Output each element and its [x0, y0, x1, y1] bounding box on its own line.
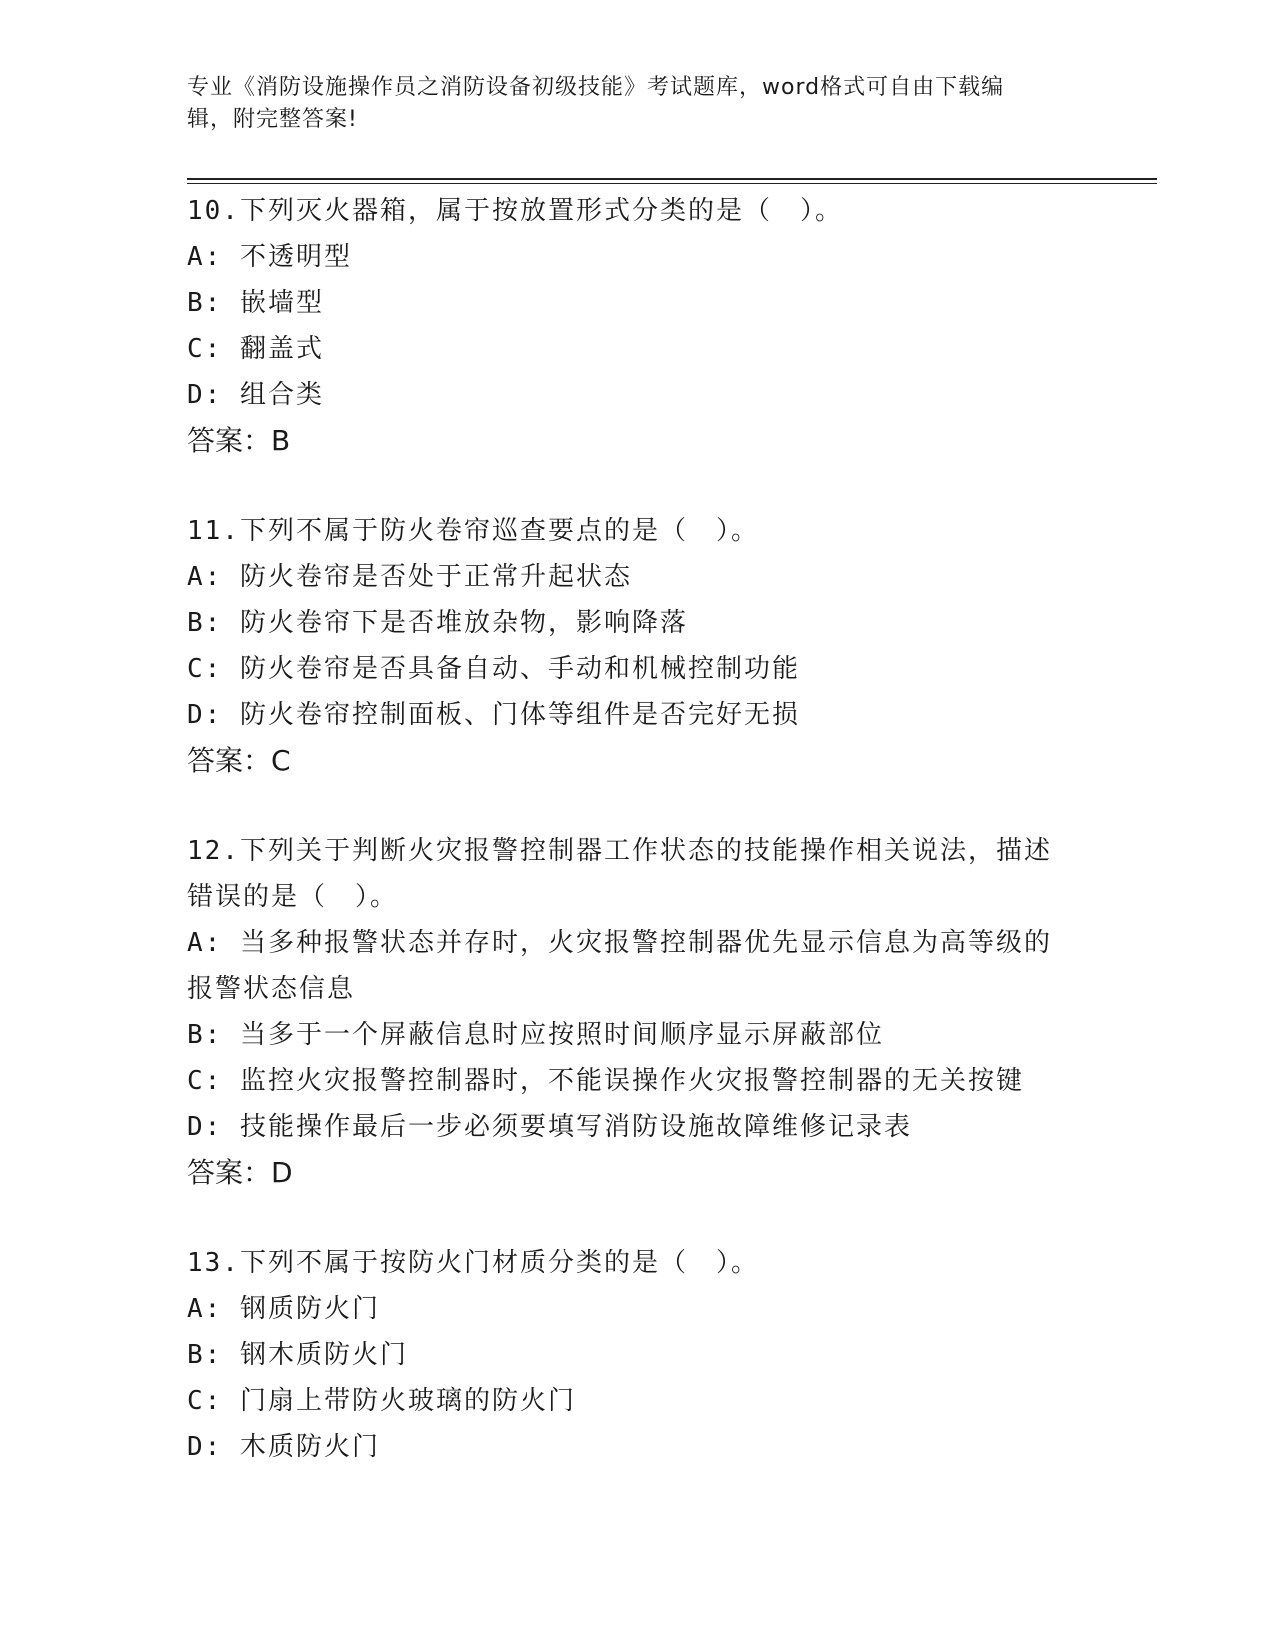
option-b: B: 当多于一个屏蔽信息时应按照时间顺序显示屏蔽部位: [187, 1020, 884, 1050]
option-a-continued: 报警状态信息: [187, 974, 356, 1004]
option-d: D: 木质防火门: [187, 1432, 380, 1462]
header-line-2: 辑，附完整答案!: [187, 107, 358, 132]
question-10: [187, 188, 1087, 464]
option-d: D: 技能操作最后一步必须要填写消防设施故障维修记录表: [187, 1112, 912, 1142]
option-c: C: 门扇上带防火玻璃的防火门: [187, 1386, 576, 1416]
option-d: D: 组合类: [187, 380, 324, 410]
option-c: C: 翻盖式: [187, 334, 324, 364]
answer-label: 答案：D: [187, 1156, 293, 1189]
question-stem-line-1: 12.下列关于判断火灾报警控制器工作状态的技能操作相关说法，描述: [187, 836, 1052, 866]
option-a: A: 钢质防火门: [187, 1294, 380, 1324]
option-d: D: 防火卷帘控制面板、门体等组件是否完好无损: [187, 700, 800, 730]
option-b: B: 防火卷帘下是否堆放杂物，影响降落: [187, 608, 688, 638]
question-stem-line-2: 错误的是（ ）。: [187, 882, 399, 912]
header-line-1: 专业《消防设施操作员之消防设备初级技能》考试题库，word格式可自由下载编: [187, 75, 1005, 100]
answer-label: 答案：C: [187, 744, 291, 777]
option-a: A: 当多种报警状态并存时，火灾报警控制器优先显示信息为高等级的: [187, 928, 1052, 958]
question-stem: 13.下列不属于按防火门材质分类的是（ ）。: [187, 1248, 759, 1278]
question-11: [187, 508, 1087, 784]
header-divider-thin: [187, 183, 1157, 184]
question-stem: 11.下列不属于防火卷帘巡查要点的是（ ）。: [187, 516, 759, 546]
header-divider-thick: [187, 178, 1157, 180]
question-12: [187, 828, 1087, 1196]
answer-label: 答案：B: [187, 424, 291, 457]
option-c: C: 防火卷帘是否具备自动、手动和机械控制功能: [187, 654, 800, 684]
option-b: B: 嵌墙型: [187, 288, 324, 318]
question-13: [187, 1240, 1087, 1470]
option-c: C: 监控火灾报警控制器时，不能误操作火灾报警控制器的无关按键: [187, 1066, 1024, 1096]
option-b: B: 钢木质防火门: [187, 1340, 408, 1370]
question-stem: 10.下列灭火器箱，属于按放置形式分类的是（ ）。: [187, 196, 843, 226]
option-a: A: 不透明型: [187, 242, 352, 272]
option-a: A: 防火卷帘是否处于正常升起状态: [187, 562, 632, 592]
document-header: [187, 72, 1067, 136]
